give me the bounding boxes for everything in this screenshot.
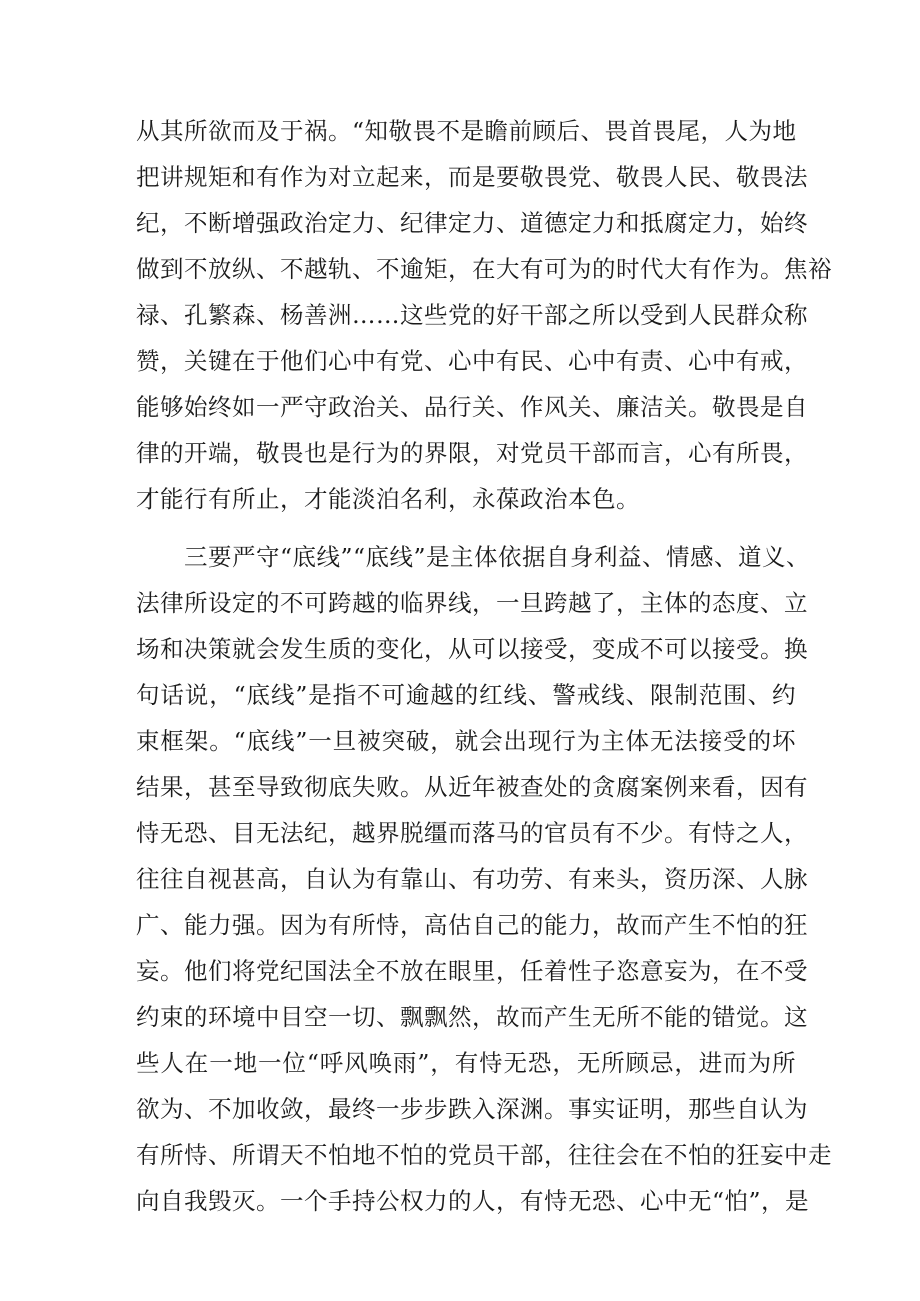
text-line: 三要严守“底线”“底线”是主体依据自身利益、情感、道义、 <box>184 543 811 571</box>
text-line: 场和决策就会发生质的变化，从可以接受，变成不可以接受。换 <box>136 635 808 663</box>
text-line: 纪，不断增强政治定力、纪律定力、道德定力和抵腐定力，始终 <box>136 209 808 237</box>
text-line: 妄。他们将党纪国法全不放在眼里，任着性子恣意妄为，在不受 <box>136 957 808 985</box>
text-line: 约束的环境中目空一切、飘飘然，故而产生无所不能的错觉。这 <box>136 1003 808 1031</box>
text-line: 禄、孔繁森、杨善洲……这些党的好干部之所以受到人民群众称 <box>136 301 808 329</box>
text-line: 欲为、不加收敛，最终一步步跌入深渊。事实证明，那些自认为 <box>136 1095 808 1123</box>
text-line: 从其所欲而及于祸。“知敬畏不是瞻前顾后、畏首畏尾，人为地 <box>136 117 797 145</box>
text-line: 广、能力强。因为有所恃，高估自己的能力，故而产生不怕的狂 <box>136 911 808 939</box>
text-line: 些人在一地一位“呼风唤雨”，有恃无恐，无所顾忌，进而为所 <box>136 1049 796 1077</box>
paragraph-2 <box>136 534 832 1224</box>
text-line: 向自我毁灭。一个手持公权力的人，有恃无恐、心中无“怕”，是 <box>136 1187 810 1215</box>
paragraph-1 <box>136 108 832 522</box>
text-line: 句话说，“底线”是指不可逾越的红线、警戒线、限制范围、约 <box>136 681 796 709</box>
text-line: 束框架。“底线”一旦被突破，就会出现行为主体无法接受的坏 <box>136 727 796 755</box>
text-line: 赞，关键在于他们心中有党、心中有民、心中有责、心中有戒， <box>136 347 808 375</box>
text-line: 才能行有所止，才能淡泊名利，永葆政治本色。 <box>136 485 640 513</box>
text-line: 结果，甚至导致彻底失败。从近年被查处的贪腐案例来看，因有 <box>136 773 808 801</box>
text-line: 能够始终如一严守政治关、品行关、作风关、廉洁关。敬畏是自 <box>136 393 808 421</box>
document-body <box>136 108 832 1224</box>
text-line: 做到不放纵、不越轨、不逾矩，在大有可为的时代大有作为。焦裕 <box>136 255 832 283</box>
text-line: 律的开端，敬畏也是行为的界限，对党员干部而言，心有所畏， <box>136 439 808 467</box>
text-line: 法律所设定的不可跨越的临界线，一旦跨越了，主体的态度、立 <box>136 589 808 617</box>
text-line: 把讲规矩和有作为对立起来，而是要敬畏党、敬畏人民、敬畏法 <box>136 163 808 191</box>
text-line: 恃无恐、目无法纪，越界脱缰而落马的官员有不少。有恃之人， <box>136 819 808 847</box>
paragraph-gap <box>136 522 796 534</box>
text-line: 往往自视甚高，自认为有靠山、有功劳、有来头，资历深、人脉 <box>136 865 808 893</box>
text-line: 有所恃、所谓天不怕地不怕的党员干部，往往会在不怕的狂妄中走 <box>136 1141 832 1169</box>
